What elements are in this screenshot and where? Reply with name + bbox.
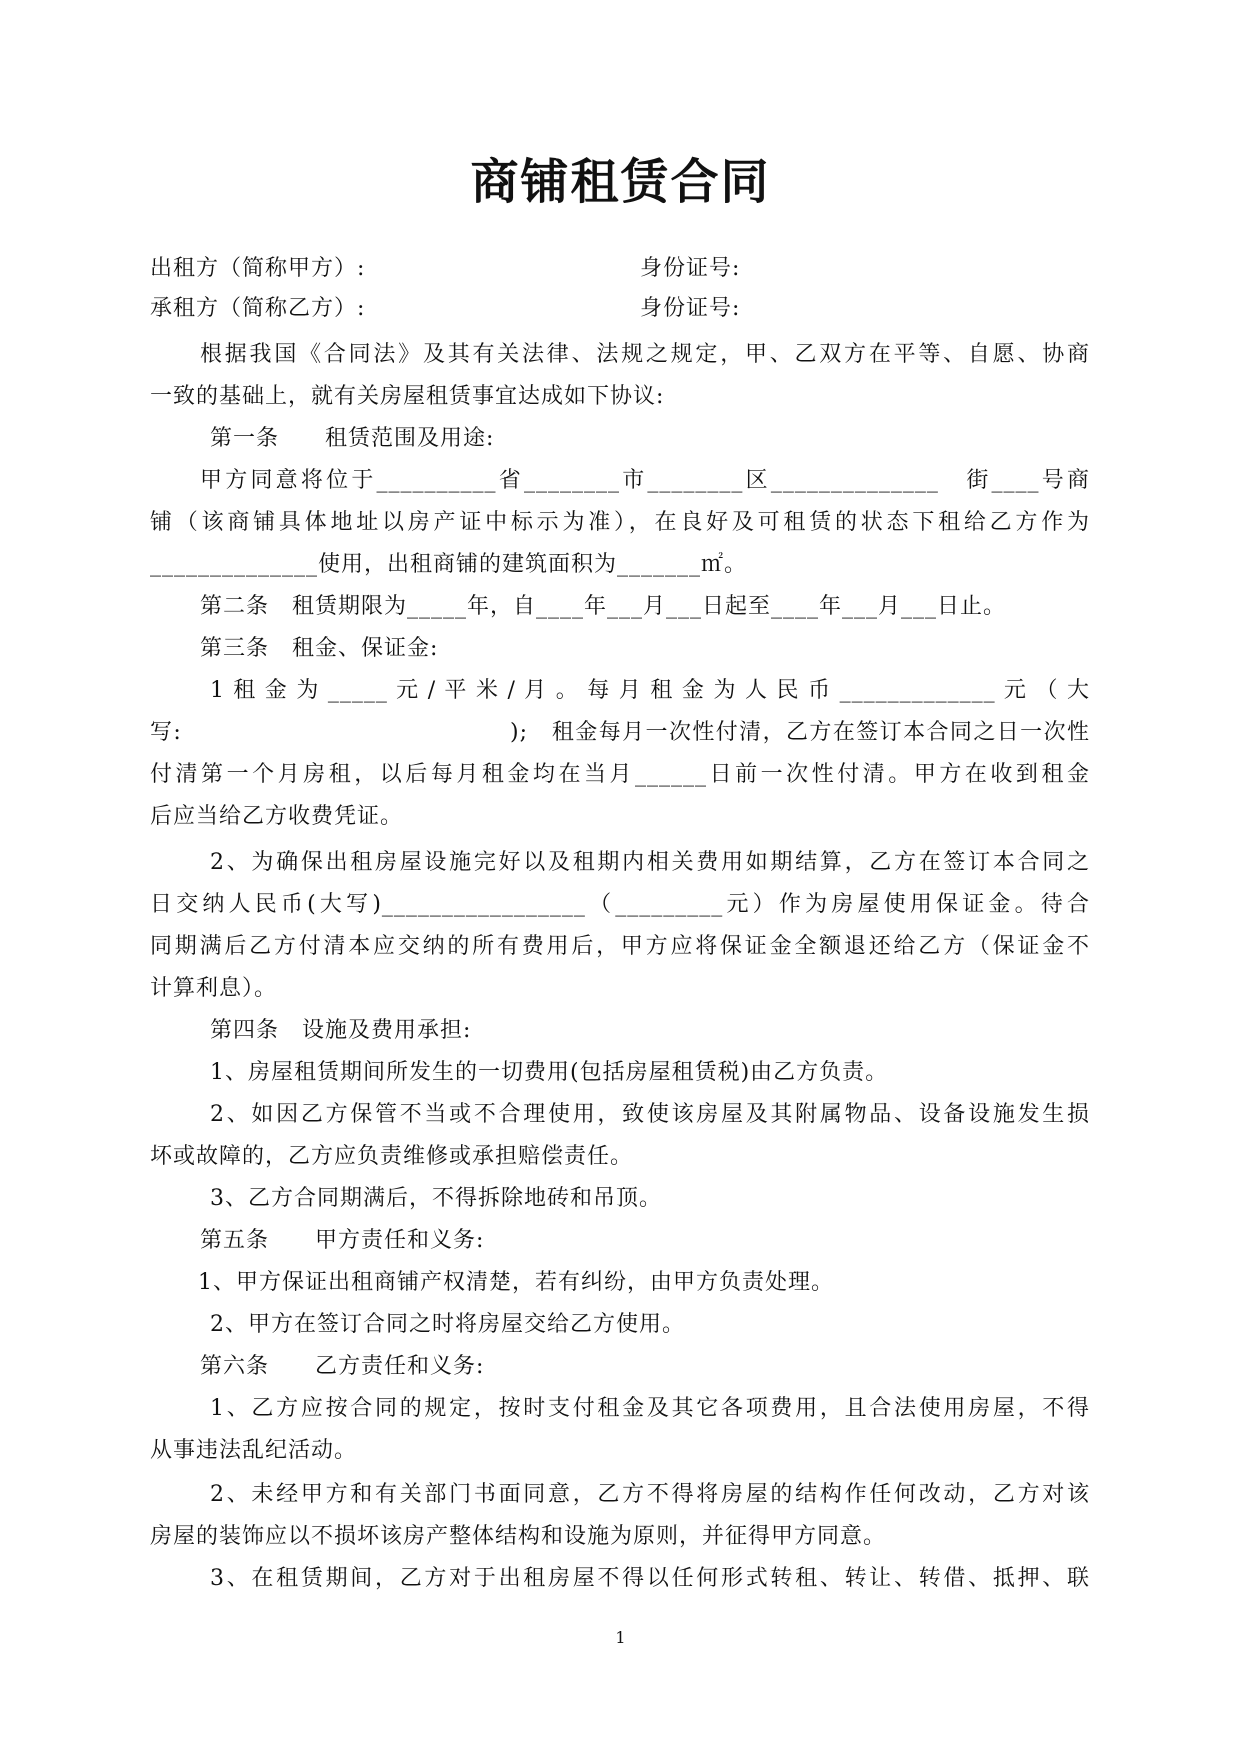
party-b-line bbox=[150, 294, 1090, 324]
paragraph-line: 3、在租赁期间，乙方对于出租房屋不得以任何形式转租、转让、转借、抵押、联 bbox=[210, 1566, 1090, 1591]
paragraph-line: 根据我国《合同法》及其有关法律、法规之规定，甲、乙双方在平等、自愿、协商 bbox=[200, 342, 1090, 367]
page-number: 1 bbox=[615, 1628, 626, 1647]
party-a-line bbox=[150, 254, 1090, 284]
page-title: 商铺租赁合同 bbox=[470, 154, 771, 210]
paragraph-line: 房屋的装饰应以不损坏该房产整体结构和设施为原则，并征得甲方同意。 bbox=[150, 1524, 887, 1549]
article-heading: 第四条 设施及费用承担: bbox=[210, 1018, 472, 1043]
paragraph-line: 计算利息）。 bbox=[150, 976, 278, 1001]
paragraph-line: 1 租 金 为 _____ 元 / 平 米 / 月 。 每 月 租 金 为 人 民 币 _____________ 元 （ 大 bbox=[210, 678, 1090, 703]
paragraph-line: 2、如因乙方保管不当或不合理使用，致使该房屋及其附属物品、设备设施发生损 bbox=[210, 1102, 1090, 1127]
article-heading: 第五条 甲方责任和义务: bbox=[200, 1228, 485, 1253]
party-a-id-label: 身份证号: bbox=[640, 256, 741, 281]
paragraph-line: 同期满后乙方付清本应交纳的所有费用后，甲方应将保证金全额退还给乙方（保证金不 bbox=[150, 934, 1090, 959]
paragraph-line: 2、为确保出租房屋设施完好以及租期内相关费用如期结算，乙方在签订本合同之 bbox=[210, 850, 1090, 875]
paragraph-line: 坏或故障的，乙方应负责维修或承担赔偿责任。 bbox=[150, 1144, 634, 1169]
paragraph-line: ______________使用，出租商铺的建筑面积为_______㎡。 bbox=[150, 552, 748, 577]
paragraph-line: 铺（该商铺具体地址以房产证中标示为准），在良好及可租赁的状态下租给乙方作为 bbox=[150, 510, 1090, 535]
article-heading: 第一条 租赁范围及用途: bbox=[210, 426, 495, 451]
party-b-id-label: 身份证号: bbox=[640, 296, 741, 321]
paragraph-line: 后应当给乙方收费凭证。 bbox=[150, 804, 404, 829]
party-b-label: 承租方（简称乙方）: bbox=[150, 296, 366, 321]
paragraph-line: 1、甲方保证出租商铺产权清楚，若有纠纷，由甲方负责处理。 bbox=[198, 1270, 834, 1295]
article-heading: 第三条 租金、保证金: bbox=[200, 636, 439, 661]
paragraph-line: 从事违法乱纪活动。 bbox=[150, 1438, 358, 1463]
paragraph-line: 付清第一个月房租，以后每月租金均在当月______日前一次性付清。甲方在收到租金 bbox=[150, 762, 1090, 787]
paragraph-line: 2、未经甲方和有关部门书面同意，乙方不得将房屋的结构作任何改动，乙方对该 bbox=[210, 1482, 1090, 1507]
paragraph-line: 3、乙方合同期满后，不得拆除地砖和吊顶。 bbox=[210, 1186, 662, 1211]
paragraph-line: 1、房屋租赁期间所发生的一切费用(包括房屋租赁税)由乙方负责。 bbox=[210, 1060, 889, 1085]
paragraph-line: 写: ); 租金每月一次性付清，乙方在签订本合同之日一次性 bbox=[150, 720, 1090, 745]
party-a-label: 出租方（简称甲方）: bbox=[150, 256, 366, 281]
paragraph-line: 一致的基础上，就有关房屋租赁事宜达成如下协议: bbox=[150, 384, 665, 409]
paragraph-line: 日交纳人民币(大写)_________________（_________元）作为房屋使用保证金。待合 bbox=[150, 892, 1090, 917]
paragraph-line: 1、乙方应按合同的规定，按时支付租金及其它各项费用，且合法使用房屋，不得 bbox=[210, 1396, 1090, 1421]
article-heading: 第二条 租赁期限为_____年，自____年___月___日起至____年___月___日止。 bbox=[200, 594, 1007, 619]
article-heading: 第六条 乙方责任和义务: bbox=[200, 1354, 485, 1379]
paragraph-line: 2、甲方在签订合同之时将房屋交给乙方使用。 bbox=[210, 1312, 685, 1337]
paragraph-line: 甲方同意将位于__________省________市________区______________ 街____号商 bbox=[200, 468, 1090, 493]
